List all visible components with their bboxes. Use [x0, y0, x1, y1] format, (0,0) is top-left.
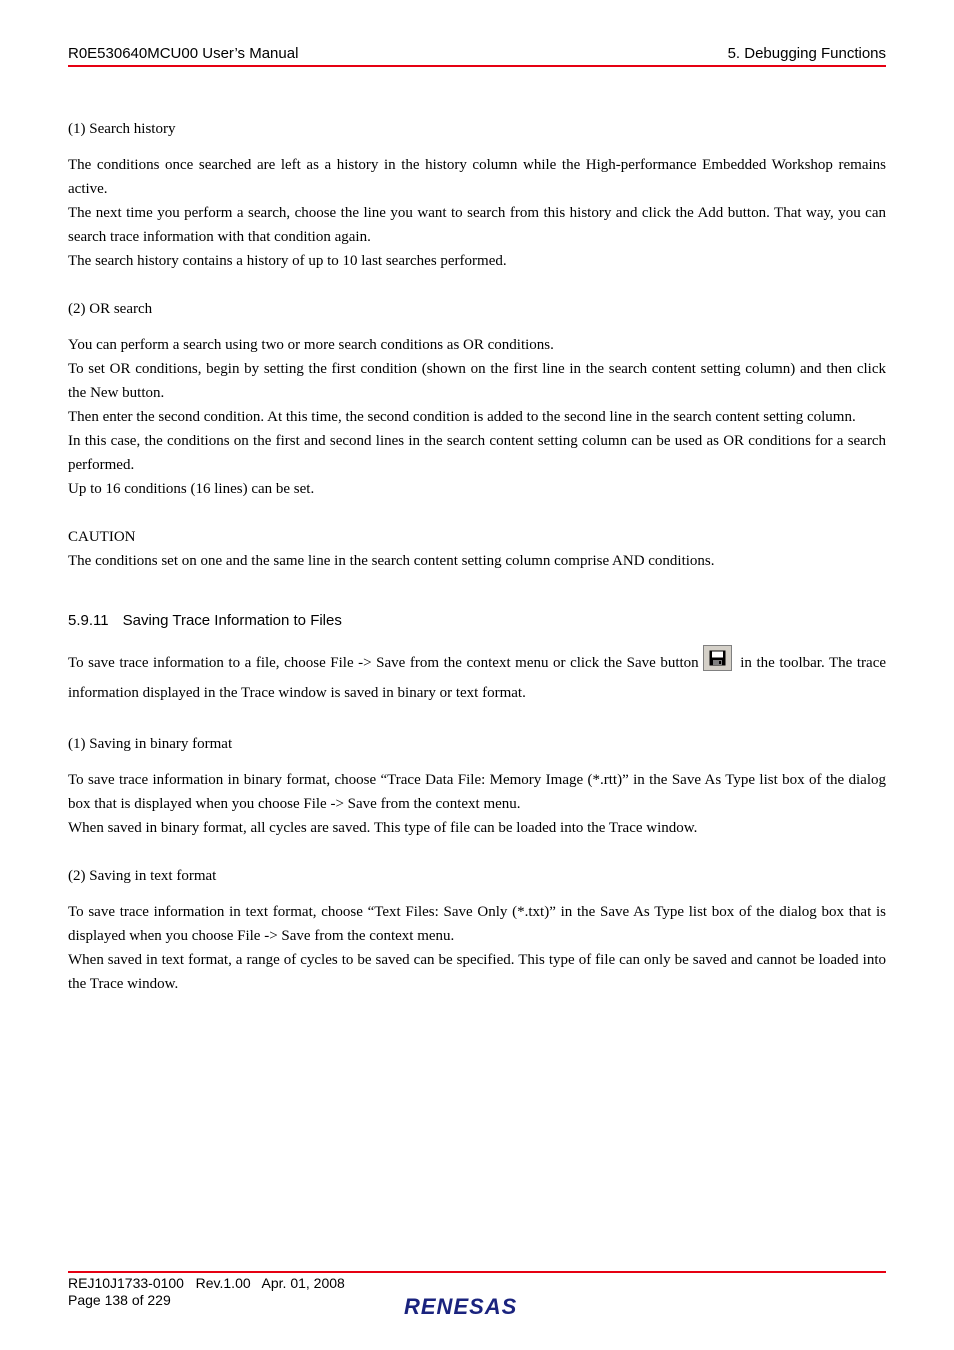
- section-heading: [68, 609, 886, 633]
- binary-line: To save trace information in binary format, choose “Trace Data File: Memory Image (*.rtt)” in the Save As Type list box of the dialog box that is displayed when you choose File -> Save from the context menu.: [68, 772, 886, 812]
- intro-paragraph: [68, 645, 886, 708]
- caution-heading: CAUTION: [68, 529, 136, 545]
- text-format-line: When saved in text format, a range of cycles to be saved can be specified. This type of file can only be saved and cannot be loaded into the Trace window.: [68, 952, 886, 992]
- manual-title: R0E530640MCU00 User’s Manual: [68, 45, 299, 62]
- or-search-heading-num: (2): [68, 301, 86, 317]
- text-format-heading: [68, 864, 886, 888]
- page-number: Page 138 of 229: [68, 1292, 171, 1308]
- header-rule: [68, 65, 886, 67]
- search-history-line: The search history contains a history of up to 10 last searches performed.: [68, 253, 507, 269]
- or-search-line: You can perform a search using two or more search conditions as OR conditions.: [68, 337, 554, 353]
- or-search-heading-text: OR search: [85, 301, 153, 317]
- intro-before-icon: To save trace information to a file, choose File -> Save from the context menu or click the Save button: [68, 655, 699, 671]
- or-search-line: Up to 16 conditions (16 lines) can be set.: [68, 481, 315, 497]
- page-body: [68, 117, 886, 996]
- search-history-heading: (1) Search history: [68, 121, 176, 137]
- search-history-line: The next time you perform a search, choose the line you want to search from this history and click the Add button. That way, you can search trace information with that condition again.: [68, 205, 886, 245]
- section-title: Saving Trace Information to Files: [122, 612, 342, 629]
- or-search-line: To set OR conditions, begin by setting the first condition (shown on the first line in the search content setting column) and then click the New button.: [68, 361, 886, 401]
- page-footer: [68, 1275, 345, 1309]
- or-search-heading: [68, 297, 886, 321]
- binary-heading: (1) Saving in binary format: [68, 736, 233, 752]
- text-format-line: To save trace information in text format, choose “Text Files: Save Only (*.txt)” in the Save As Type list box of the dialog box that is displayed when you choose File -> Save from the context menu.: [68, 904, 886, 944]
- intro-after-icon: in the toolbar. The trace information displayed in the Trace window is saved in binary or text format.: [68, 655, 887, 701]
- search-history-line: The conditions once searched are left as a history in the history column while the High-performance Embedded Workshop remains active.: [68, 157, 886, 197]
- or-search-line: Then enter the second condition. At this time, the second condition is added to the second line in the search content setting column.: [68, 409, 856, 425]
- document-revision: REJ10J1733-0100 Rev.1.00 Apr. 01, 2008: [68, 1275, 345, 1291]
- section-number: 5.9.11: [68, 612, 109, 629]
- caution-text: The conditions set on one and the same line in the search content setting column comprise AND conditions.: [68, 553, 715, 569]
- save-icon: [703, 645, 732, 671]
- page-header: [68, 44, 886, 64]
- binary-line: When saved in binary format, all cycles are saved. This type of file can be loaded into the Trace window.: [68, 820, 698, 836]
- chapter-title: 5. Debugging Functions: [727, 45, 886, 62]
- footer-rule: [68, 1271, 886, 1273]
- logo-text: RENESAS: [404, 1294, 518, 1319]
- text-format-heading-num: (2): [68, 868, 86, 884]
- text-format-heading-text: Saving in text format: [85, 868, 217, 884]
- or-search-line: In this case, the conditions on the first and second lines in the search content setting column can be used as OR conditions for a search performed.: [68, 433, 886, 473]
- renesas-logo: [402, 1294, 552, 1325]
